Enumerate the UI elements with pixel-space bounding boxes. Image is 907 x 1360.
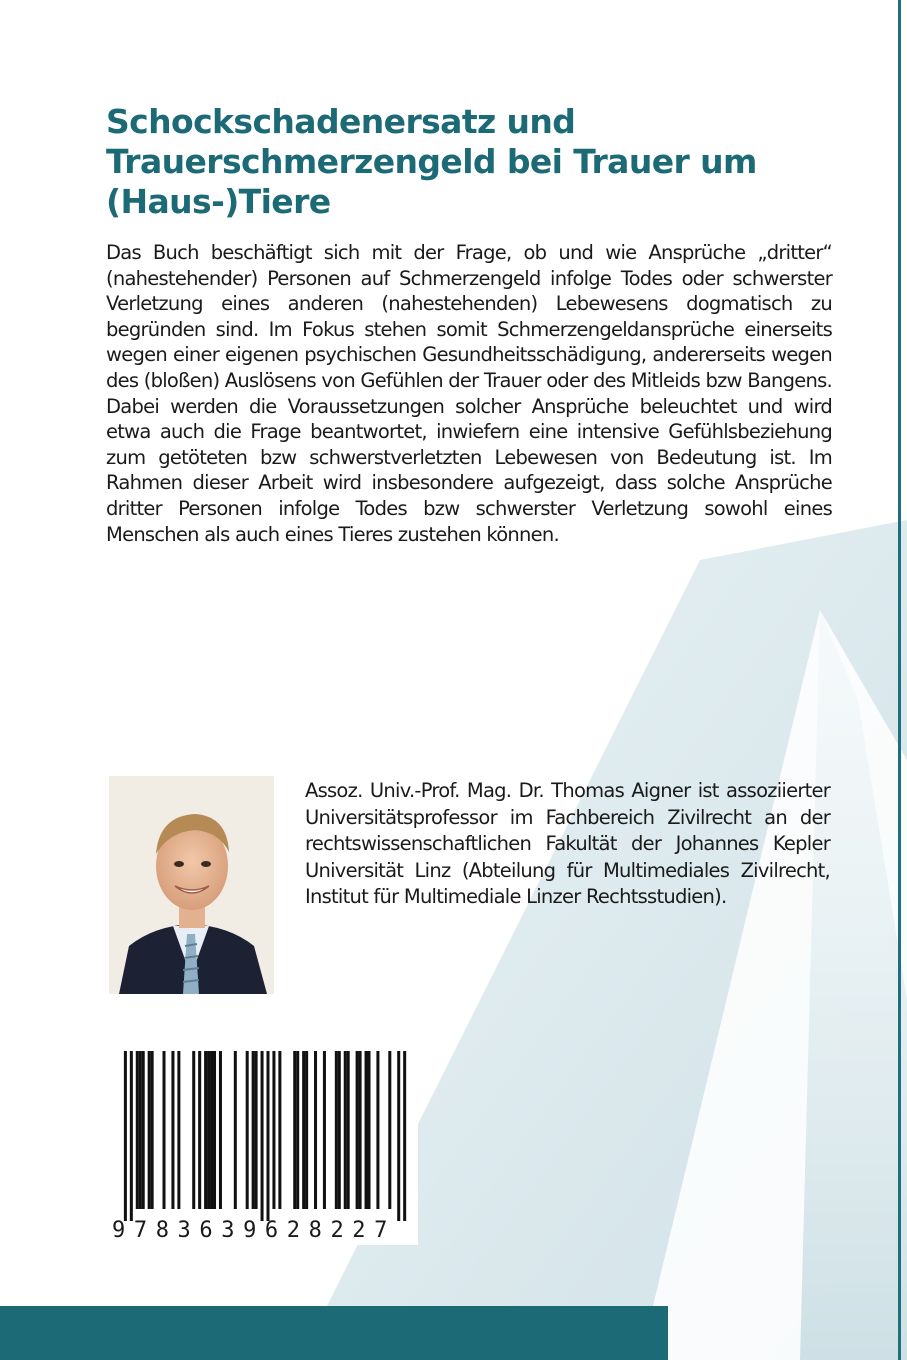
barcode-bar (207, 1051, 210, 1209)
isbn-barcode (112, 1045, 418, 1245)
barcode-bar (278, 1051, 281, 1209)
barcode-bar (359, 1051, 362, 1209)
barcode-bar (338, 1051, 341, 1209)
barcode-bar (130, 1051, 133, 1221)
barcode-bar (192, 1051, 195, 1209)
barcode-bar (151, 1051, 154, 1209)
barcode-bar (163, 1051, 166, 1209)
barcode-bar (234, 1051, 237, 1209)
barcode-bar (246, 1051, 249, 1209)
barcode-bar (252, 1051, 255, 1209)
barcode-bars (112, 1051, 418, 1221)
barcode-bar (136, 1051, 139, 1209)
barcode-bar (388, 1051, 391, 1209)
barcode-bar (347, 1051, 350, 1209)
barcode-bar (335, 1051, 338, 1209)
author-bio: Assoz. Univ.-Prof. Mag. Dr. Thomas Aigner ist assoziierter Universitätsprofessor im Fachbereich Zivilrecht an der rechtswissenschaftlichen Fakultät der Johannes Kepler Universität Linz (Abteilung für Multimediales Zivilrecht, Institut für Multimediale Linzer Rechtsstudien). (305, 779, 830, 909)
barcode-bar (213, 1051, 216, 1209)
book-title (106, 102, 826, 222)
barcode-bar (219, 1051, 222, 1209)
title-line-1: Schockschadenersatz und (106, 102, 576, 141)
title-line-2: Trauerschmerzengeld bei Trauer um (106, 142, 757, 181)
barcode-bar (272, 1051, 275, 1209)
barcode-bar (148, 1051, 151, 1209)
barcode-bar (397, 1051, 400, 1221)
right-edge-rule (898, 0, 901, 1360)
barcode-bar (368, 1051, 371, 1209)
barcode-bar (124, 1051, 127, 1221)
bottom-color-bar (0, 1306, 668, 1360)
barcode-bar (293, 1051, 296, 1209)
barcode-bar (296, 1051, 299, 1209)
barcode-bar (139, 1051, 142, 1209)
barcode-bar (210, 1051, 213, 1209)
barcode-bar (204, 1051, 207, 1209)
author-portrait-image (109, 776, 274, 994)
barcode-bar (365, 1051, 368, 1209)
barcode-bar (376, 1051, 379, 1209)
barcode-bar (356, 1051, 359, 1209)
barcode-bar (142, 1051, 145, 1209)
barcode-bar (305, 1051, 308, 1209)
barcode-bar (403, 1051, 406, 1221)
barcode-bar (177, 1051, 180, 1209)
barcode-bar (314, 1051, 317, 1209)
barcode-bar (198, 1051, 201, 1209)
barcode-bar (344, 1051, 347, 1209)
author-photo (109, 776, 274, 994)
title-line-3: (Haus-)Tiere (106, 182, 331, 221)
barcode-bar (261, 1051, 264, 1221)
isbn-number: 9783639628227 (112, 1218, 396, 1243)
barcode-bar (302, 1051, 305, 1209)
barcode-bar (266, 1051, 269, 1221)
barcode-bar (323, 1051, 326, 1209)
barcode-bar (255, 1051, 258, 1209)
book-description: Das Buch beschäftigt sich mit der Frage, ob und wie Ansprüche „dritter“ (nahestehender) Personen auf Schmerzengeld infolge Todes oder schwerster Verletzung eines anderen (nahestehenden) Lebewesens dogmatisch zu begründen sind. Im Fokus stehen somit Schmerzengeldansprüche einerseits wegen einer eigenen psychischen Gesundheitsschädigung, andererseits wegen des (bloßen) Auslösens von Gefühlen der Trauer oder des Mitleids bzw Bangens. Dabei werden die Voraussetzungen solcher Ansprüche beleuchtet und wird etwa auch die Frage beantwortet, inwiefern eine intensive Gefühlsbeziehung zum getöteten bzw schwerstverletzten Lebewesen von Bedeutung ist. Im Rahmen dieser Arbeit wird insbesondere aufgezeigt, dass solche Ansprüche dritter Personen infolge Todes bzw schwerster Verletzung sowohl eines Menschen als auch eines Tieres zustehen können. (106, 241, 832, 546)
barcode-bar (171, 1051, 174, 1209)
